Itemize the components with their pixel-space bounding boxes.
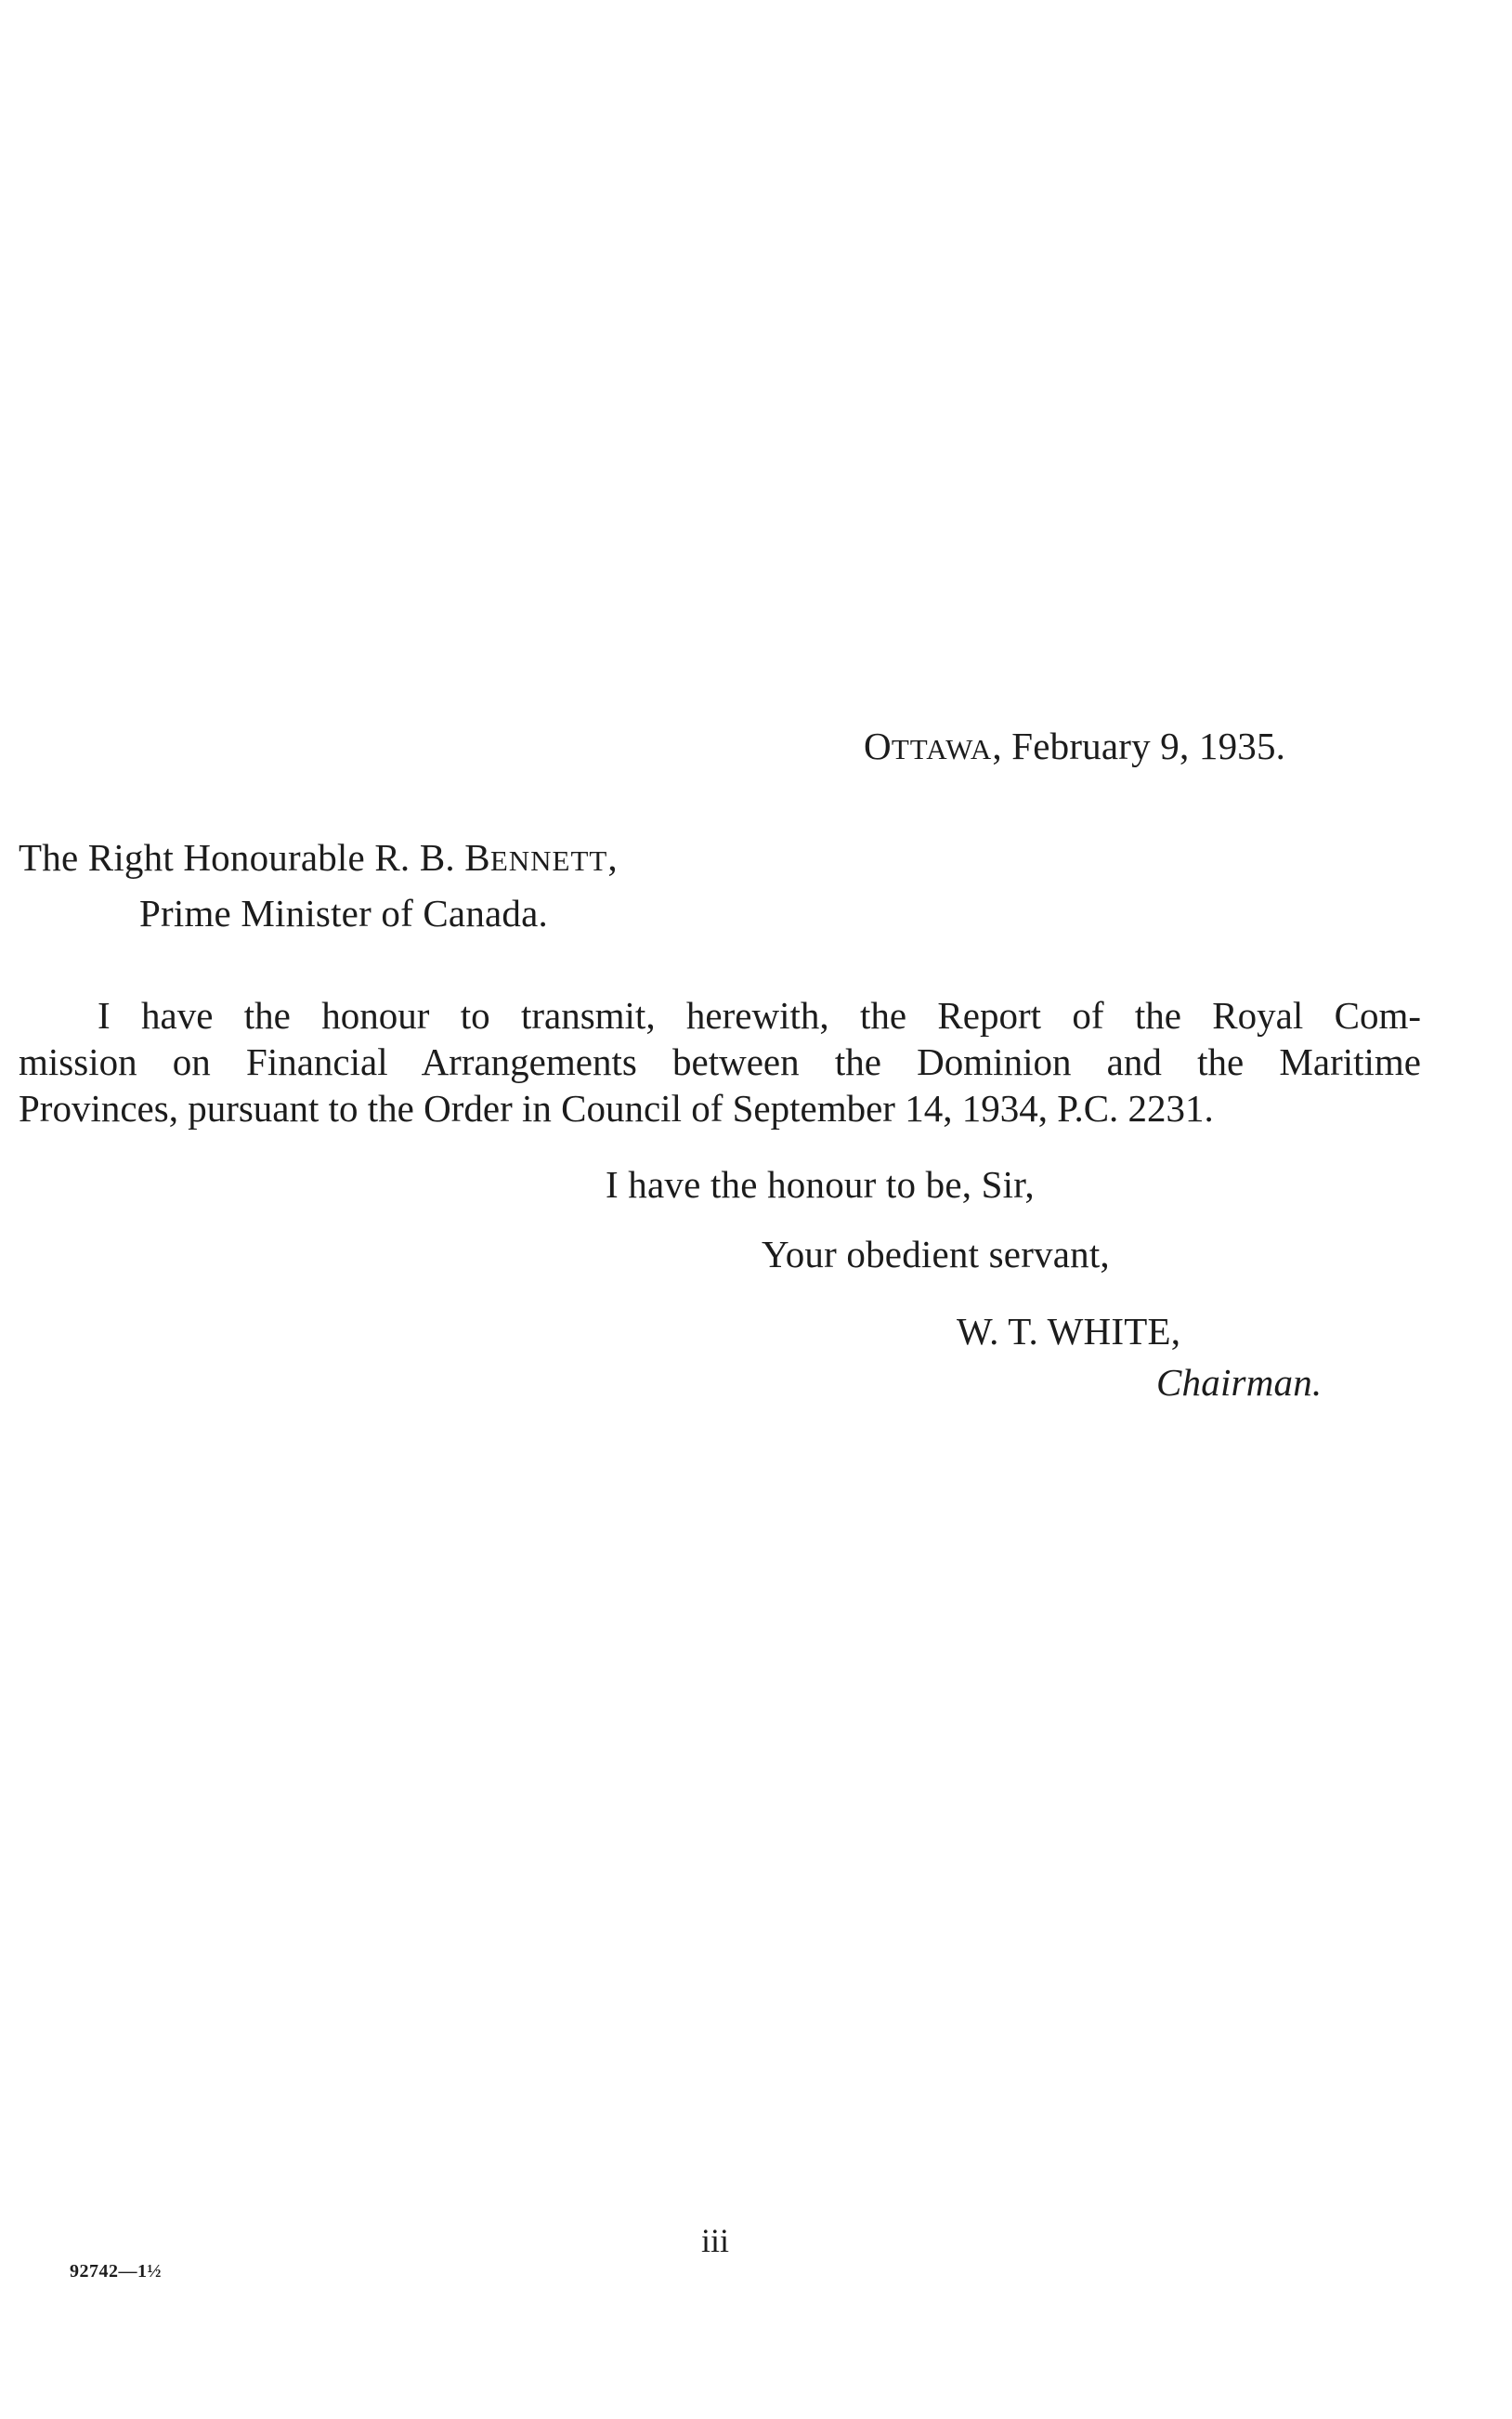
city-rest: TTAWA (891, 733, 993, 765)
addressee (19, 834, 618, 884)
body-line: Provinces, pursuant to the Order in Council of September 14, 1934, P.C. 2231. (19, 1087, 1214, 1130)
body-paragraph (19, 992, 1421, 1131)
servant-line: Your obedient servant, (762, 1233, 1110, 1275)
addressee-prefix: The Right Honourable R. B. (19, 836, 465, 879)
signer-title: Chairman. (1156, 1361, 1323, 1404)
dateline (864, 723, 1285, 773)
print-code: 92742—1½ (70, 2261, 162, 2282)
addressee-suffix: , (607, 836, 618, 879)
addressee-title: Prime Minister of Canada. (139, 892, 548, 935)
body-line: mission on Financial Arrangements between the Dominion and the Maritime (19, 1040, 1421, 1083)
closing-line: I have the honour to be, Sir, (606, 1163, 1035, 1206)
body-line: I have the honour to transmit, herewith, the Report of the Royal Com- (98, 994, 1421, 1037)
city-initial: O (864, 725, 892, 767)
signer-name: W. T. WHITE, (957, 1310, 1181, 1353)
addressee-surname-initial: B (464, 836, 490, 879)
addressee-surname-rest: ENNETT (489, 844, 608, 877)
date: , February 9, 1935. (992, 725, 1286, 767)
page-folio: iii (701, 2222, 730, 2259)
